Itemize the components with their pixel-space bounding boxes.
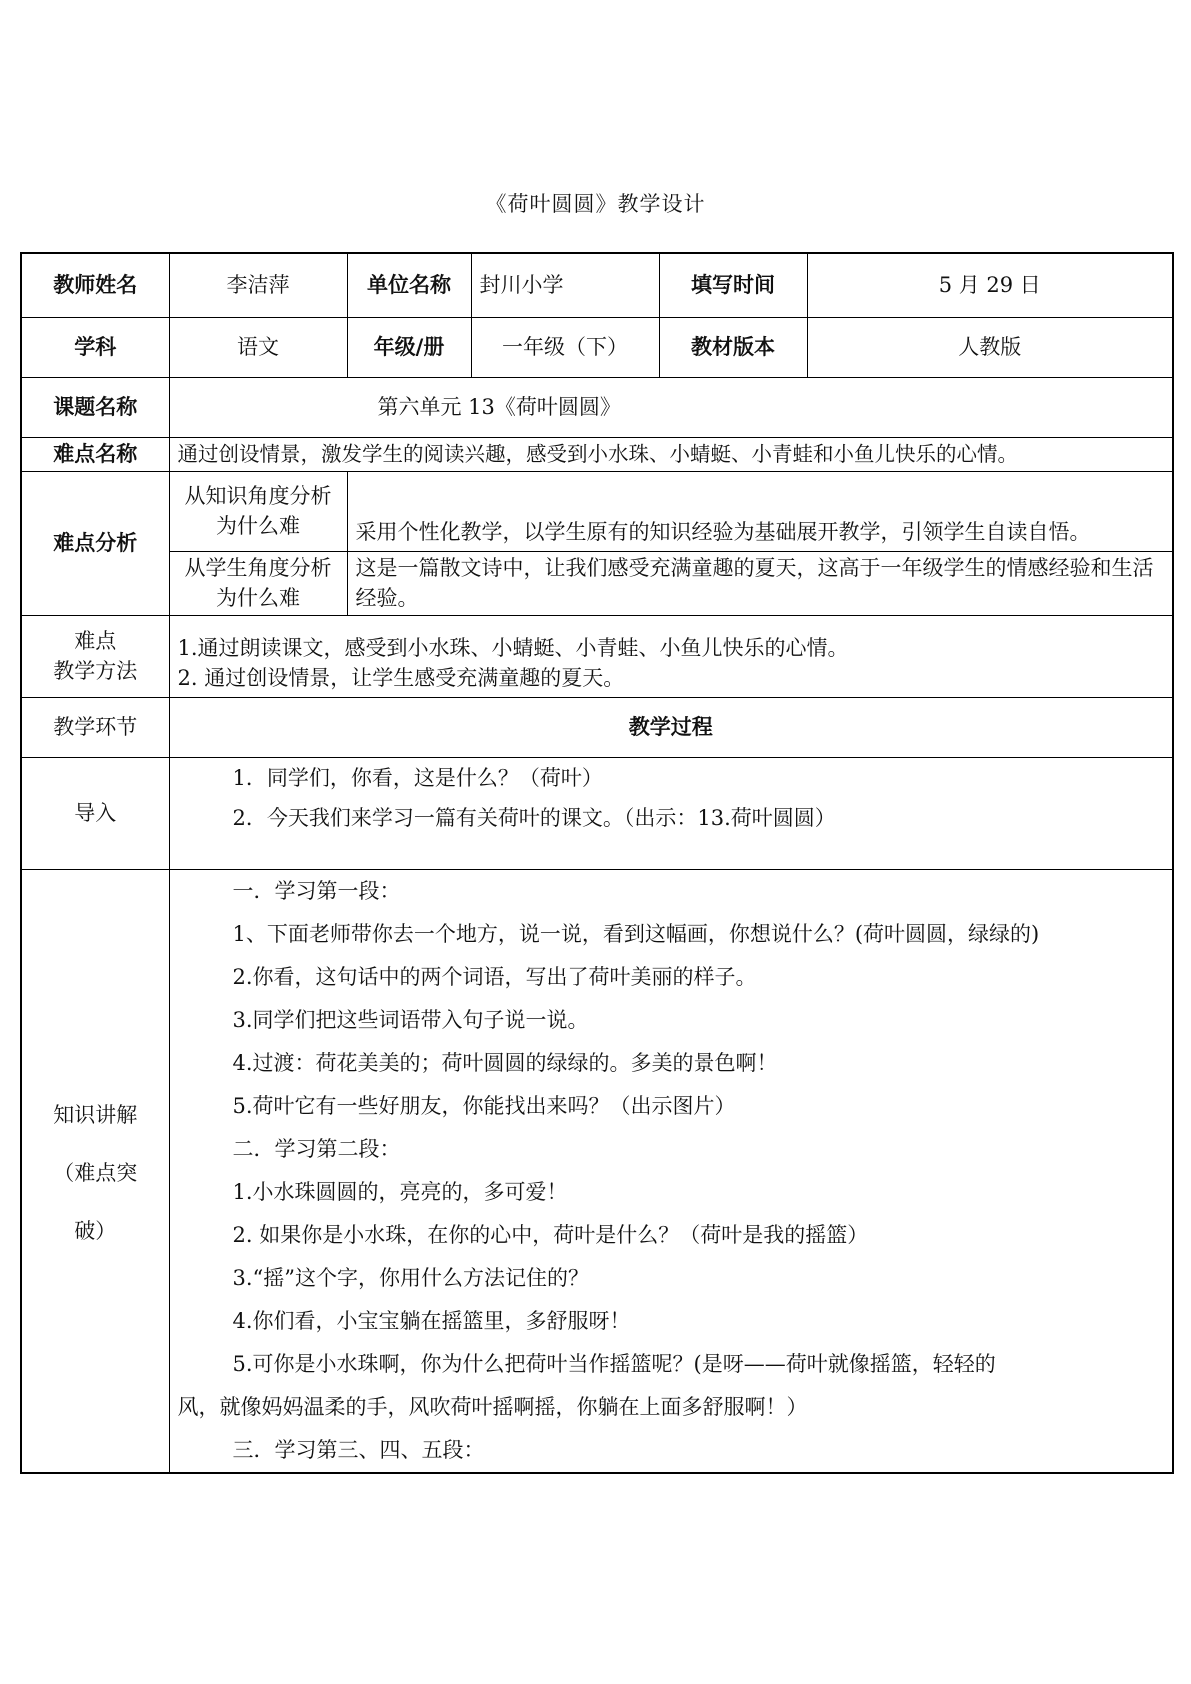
knowledge-label-line-3: 破）: [74, 1218, 117, 1243]
knowledge-line: 3.同学们把这些词语带入句子说一说。: [232, 1007, 589, 1032]
method-value: [169, 615, 1173, 697]
knowledge-line: 一．学习第一段：: [232, 878, 401, 903]
stage-label: 教学环节: [21, 697, 169, 757]
method-item: 1.通过朗读课文，感受到小水珠、小蜻蜓、小青蛙、小鱼儿快乐的心情。: [177, 635, 849, 660]
knowledge-line: 4.你们看，小宝宝躺在摇篮里，多舒服呀！: [232, 1308, 631, 1333]
knowledge-line: 5.可你是小水珠啊，你为什么把荷叶当作摇篮呢？(是呀——荷叶就像摇篮，轻轻的: [232, 1351, 996, 1376]
lesson-plan-table: [20, 252, 1174, 1474]
knowledge-line: 3.“摇”这个字，你用什么方法记住的？: [232, 1265, 590, 1290]
difficulty-label: 难点名称: [21, 437, 169, 471]
topic-label: 课题名称: [21, 377, 169, 437]
method-label-line-1: 难点: [74, 629, 117, 653]
subject-label: 学科: [21, 317, 169, 377]
analysis-knowledge-value: 采用个性化教学，以学生原有的知识经验为基础展开教学，引领学生自读自悟。: [347, 471, 1173, 551]
knowledge-label: [21, 869, 169, 1473]
teacher-label: 教师姓名: [21, 253, 169, 317]
intro-content: [169, 757, 1173, 869]
date-label: 填写时间: [659, 253, 807, 317]
row-analysis-student: [21, 551, 1173, 615]
grade-value: 一年级（下）: [471, 317, 659, 377]
knowledge-label-line-1: 知识讲解: [53, 1102, 138, 1127]
edition-value: 人教版: [807, 317, 1173, 377]
row-difficulty: [21, 437, 1173, 471]
intro-label: 导入: [21, 757, 169, 869]
row-process-header: [21, 697, 1173, 757]
knowledge-line: 4.过渡：荷花美美的；荷叶圆圆的绿绿的。多美的景色啊！: [232, 1050, 778, 1075]
row-method: [21, 615, 1173, 697]
analysis-student-value: 这是一篇散文诗中，让我们感受充满童趣的夏天，这高于一年级学生的情感经验和生活经验。: [347, 551, 1173, 615]
row-subject: [21, 317, 1173, 377]
analysis-knowledge-label: [169, 471, 347, 551]
knowledge-line: 1.小水珠圆圆的，亮亮的，多可爱！: [232, 1179, 568, 1204]
unit-label: 单位名称: [347, 253, 471, 317]
process-label: 教学过程: [169, 697, 1173, 757]
row-knowledge: [21, 869, 1173, 1473]
edition-label: 教材版本: [659, 317, 807, 377]
method-item: 2. 通过创设情景，让学生感受充满童趣的夏天。: [177, 665, 625, 690]
document-title: 《荷叶圆圆》教学设计: [485, 192, 706, 216]
knowledge-line: 1、下面老师带你去一个地方，说一说，看到这幅画，你想说什么？(荷叶圆圆，绿绿的): [232, 921, 1040, 946]
difficulty-value: 通过创设情景，激发学生的阅读兴趣，感受到小水珠、小蜻蜓、小青蛙和小鱼儿快乐的心情。: [169, 437, 1173, 471]
intro-line: 1．同学们，你看，这是什么？（荷叶）: [232, 765, 603, 790]
intro-line: 2．今天我们来学习一篇有关荷叶的课文。（出示：13.荷叶圆圆）: [232, 805, 836, 830]
analysis-label: 难点分析: [21, 471, 169, 615]
row-teacher: [21, 253, 1173, 317]
method-label-line-2: 教学方法: [53, 659, 138, 683]
knowledge-line: 三．学习第三、四、五段：: [232, 1437, 485, 1462]
row-topic: [21, 377, 1173, 437]
analysis-student-label-line-2: 为什么难: [216, 586, 300, 610]
analysis-student-label: [169, 551, 347, 615]
teacher-value: 李洁萍: [169, 253, 347, 317]
knowledge-label-line-2: （难点突: [53, 1160, 138, 1185]
topic-value: [169, 377, 1173, 437]
row-analysis-knowledge: [21, 471, 1173, 551]
knowledge-line: 2. 如果你是小水珠，在你的心中，荷叶是什么？（荷叶是我的摇篮）: [232, 1222, 869, 1247]
analysis-knowledge-label-line-1: 从知识角度分析: [184, 484, 332, 508]
subject-value: 语文: [169, 317, 347, 377]
knowledge-line: 二．学习第二段：: [232, 1136, 401, 1161]
method-label: [21, 615, 169, 697]
knowledge-content: [169, 869, 1173, 1473]
row-intro: [21, 757, 1173, 869]
knowledge-line: 风，就像妈妈温柔的手，风吹荷叶摇啊摇，你躺在上面多舒服啊！）: [177, 1394, 808, 1419]
unit-value: 封川小学: [471, 253, 659, 317]
analysis-knowledge-label-line-2: 为什么难: [216, 514, 300, 538]
knowledge-line: 2.你看，这句话中的两个词语，写出了荷叶美丽的样子。: [232, 964, 757, 989]
analysis-student-label-line-1: 从学生角度分析: [184, 556, 332, 580]
knowledge-line: 5.荷叶它有一些好朋友，你能找出来吗？（出示图片）: [232, 1093, 736, 1118]
grade-label: 年级/册: [347, 317, 471, 377]
topic-text: 第六单元 13《荷叶圆圆》: [377, 395, 621, 419]
date-value: 5 月 29 日: [807, 253, 1173, 317]
